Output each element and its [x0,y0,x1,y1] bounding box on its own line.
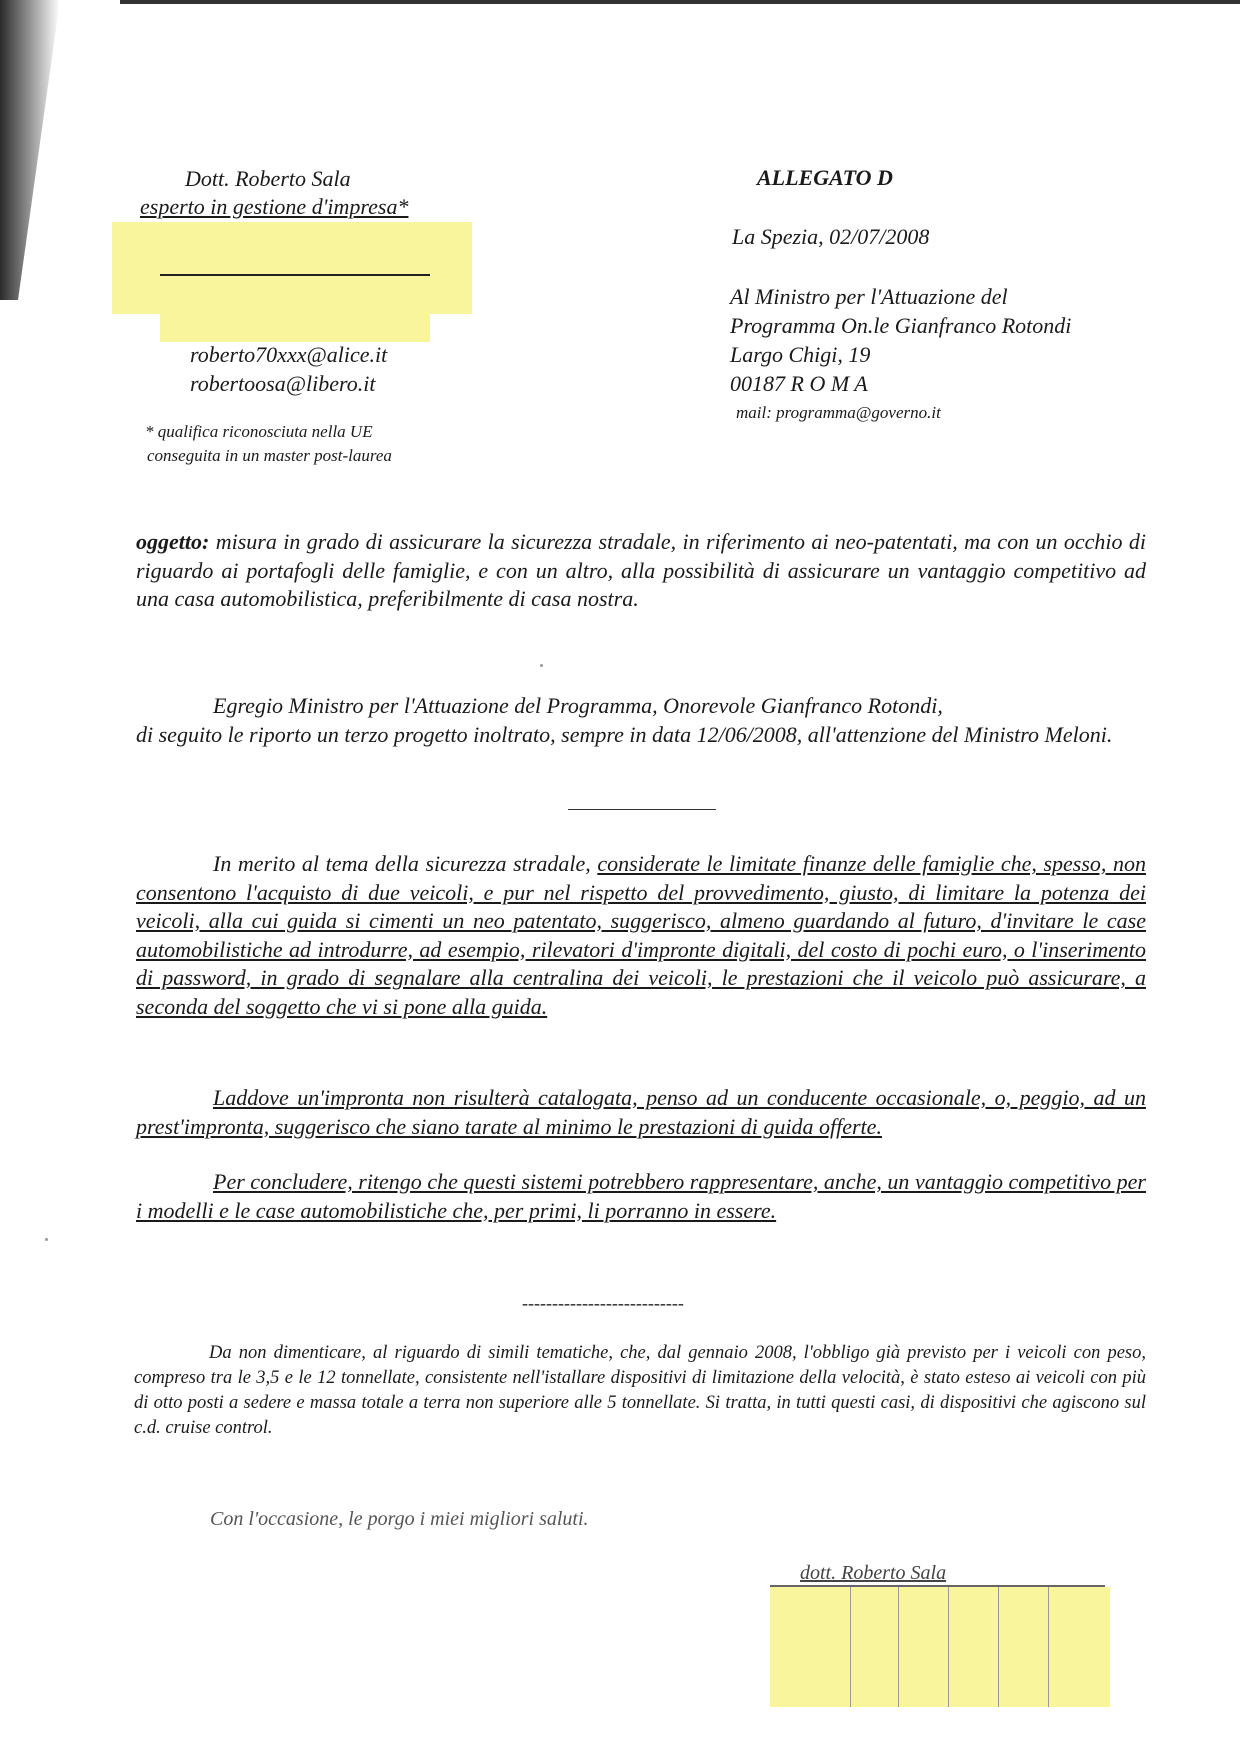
greeting-line-1: Egregio Ministro per l'Attuazione del Programma, Onorevole Gianfranco Rotondi, [213,693,943,718]
subject-label: oggetto: [136,529,210,554]
recipient-line-4: 00187 R O M A [730,371,868,396]
recipient-line-2: Programma On.le Gianfranco Rotondi [730,313,1072,338]
subject-paragraph [136,528,1146,614]
redaction-fold [898,1587,899,1707]
recipient-line-1: Al Ministro per l'Attuazione del [730,284,1008,309]
qualification-note [145,420,392,468]
closing-line: Con l'occasione, le porgo i miei migliori saluti. [210,1508,589,1530]
redaction-box [160,282,430,342]
scan-speck [540,664,543,667]
redaction-fold [998,1587,999,1707]
place-date: La Spezia, 02/07/2008 [732,224,930,249]
redaction-fold [948,1587,949,1707]
footnote-text: Da non dimenticare, al riguardo di simili tematiche, che, dal gennaio 2008, l'obbligo già previsto per i veicoli con peso, compreso tra le 3,5 e le 12 tonnellate, consistente nell'istallare dispositivi di limitazione della velocità, è stato esteso ai veicoli con più di otto posti a sedere e massa totale a terra non superiore alle 5 tonnellate. Si tratta, in tutti questi casi, di dispositivi che agiscono sul c.d. cruise control. [134,1343,1146,1438]
signature-name: dott. Roberto Sala [800,1562,947,1584]
redaction-fold [1048,1587,1049,1707]
sender-block [140,165,470,221]
footnote-paragraph [134,1341,1146,1441]
separator-line [568,809,716,810]
sender-email-2: robertoosa@libero.it [190,371,376,396]
sender-name: Dott. Roberto Sala [185,166,351,191]
paragraph-1-underlined: considerate le limitate finanze delle famiglie che, spesso, non consentono l'acquisto di due veicoli, e pur nel rispetto del provvedimento, giusto, di limitare la potenza dei veicoli, alla cui guida si cimenti un neo patentato, suggerisco, almeno guardando al futuro, d'invitare le case automobilistiche ad introdurre, ad esempio, rilevatori d'impronte digitali, del costo di pochi euro, o l'inserimento di password, in grado di segnalare alla centralina dei veicoli, le prestazioni che il veicolo può assicurare, a seconda del soggetto che vi si pone alla guida. [136,851,1146,1019]
paragraph-2: Laddove un'impronta non risulterà catalogata, penso ad un conducente occasionale, o, peggio, ad un prest'impronta, suggerisco che siano tarate al minimo le prestazioni di guida offerte. [136,1085,1146,1139]
paragraph-3: Per concludere, ritengo che questi sistemi potrebbero rappresentare, anche, un vantaggio competitivo per i modelli e le case automobilistiche che, per primi, li porranno in essere. [136,1169,1146,1223]
sender-email-1: roberto70xxx@alice.it [190,342,388,367]
paragraph-1 [136,850,1146,1021]
scan-shadow-edge [0,0,60,300]
signature-redaction [770,1587,1110,1707]
subject-text: misura in grado di assicurare la sicurezza stradale, in riferimento ai neo-patentati, ma con un occhio di riguardo ai portafogli delle famiglie, e con un altro, alla possibilità di assicurare un vantaggio competitivo ad una casa automobilistica, preferibilmente di casa nostra. [136,529,1147,611]
recipient-line-3: Largo Chigi, 19 [730,342,871,367]
qualification-line-1: * qualifica riconosciuta nella UE [145,422,373,441]
greeting-line-2: di seguito le riporto un terzo progetto inoltrato, sempre in data 12/06/2008, all'attenzione del Ministro Meloni. [136,721,1113,747]
paragraph-1-intro: In merito al tema della sicurezza stradale, [213,851,598,876]
greeting-paragraph [136,692,1146,749]
redaction-line [160,274,430,276]
redaction-fold [850,1587,851,1707]
attachment-label: ALLEGATO D [757,165,893,190]
qualification-line-2: conseguita in un master post-laurea [147,446,392,465]
scan-speck [45,1238,48,1241]
recipient-address [730,282,1071,427]
recipient-mail: mail: programma@governo.it [736,403,941,422]
scan-top-border [120,0,1240,4]
sender-emails [190,340,387,398]
sender-title: esperto in gestione d'impresa* [140,194,409,219]
separator-dashes: --------------------------- [522,1293,684,1313]
